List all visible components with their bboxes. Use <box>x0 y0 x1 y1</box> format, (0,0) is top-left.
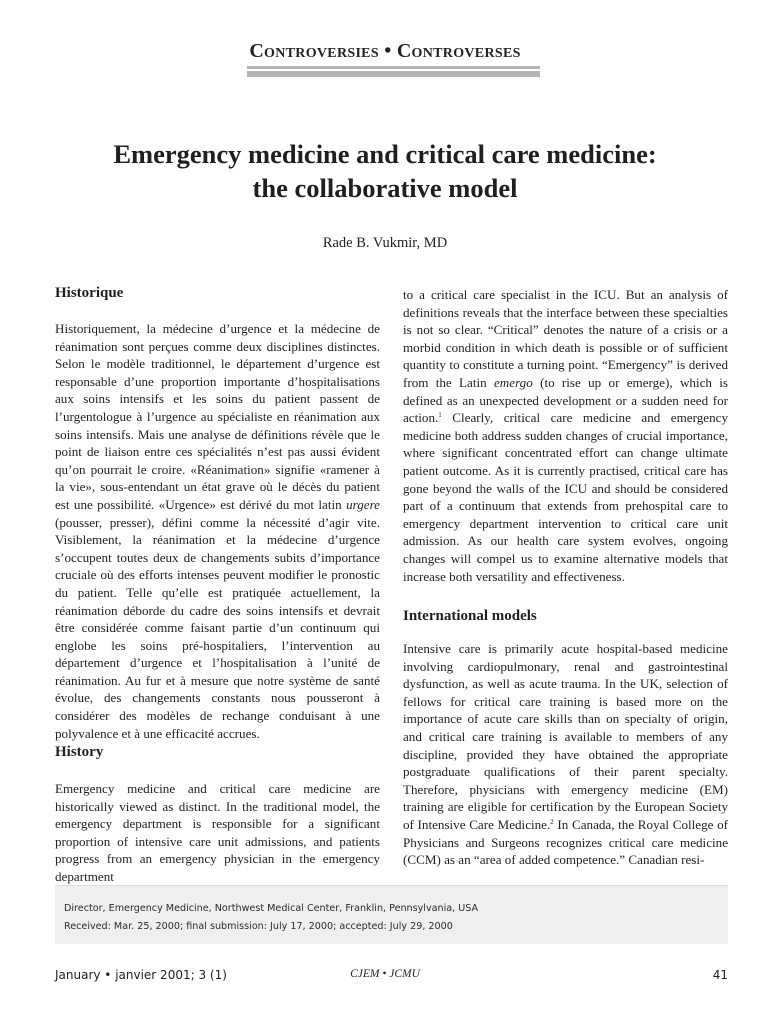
title-line-2: the collaborative model <box>252 173 518 203</box>
article-title <box>60 137 710 205</box>
latin-term-emergo: emergo <box>493 374 533 390</box>
historique-text-a: Historiquement, la médecine d’urgence et la médecine de réanimation sont perçues comme deux disciplines distinctes. Selon le modèle traditionnel, le département d’urgence est responsable d’une proportion importante d’hospitalisations aux soins intensifs et les soins du patient passent de l’urgentologue à l’urgence au spécialiste en réanimation aux soins intensifs. Mais une analyse de définitions révèle que le point de liaison entre ces spécialités n’est pas aussi évident qu’on pourrait le croire. «Réanimation» signifie «ramener à la vie», sous-entendant un état grave où le décès du patient est une possibilité. «Urgence» est dérivé du mot latin <box>55 321 380 512</box>
reference-1: 1 <box>438 411 442 420</box>
journal-name: CJEM • JCMU <box>350 968 420 980</box>
header-rule-thin <box>247 66 540 69</box>
international-text-b: In Canada, the Royal College of Physicians and Surgeons recognizes critical care medicine (CCM) as an “area of added competence.” Canadian resi- <box>403 816 728 868</box>
title-line-1: Emergency medicine and critical care medicine: <box>113 139 657 169</box>
author-byline: Rade B. Vukmir, MD <box>322 235 448 251</box>
history-text: Emergency medicine and critical care medicine are historically viewed as distinct. In the traditional model, the emergency department is responsible for a significant proportion of intensive care unit admissions, and patients progress from an emergency physician in the emergency department <box>55 781 380 884</box>
international-text-a: Intensive care is primarily acute hospital-based medicine involving cardiopulmonary, renal and gastrointestinal dysfunction, as well as acute trauma. In the UK, selection of fellows for critical care training is based more on the importance of acute care skills than on specialty of origin, and critical care training is available to members of any discipline, provided they have obtained the appropriate postgraduate qualifications of their parent specialty. Therefore, physicians with emergency medicine (EM) training are eligible for certification by the European Society of Intensive Care Medicine. <box>403 641 728 832</box>
submission-dates: Received: Mar. 25, 2000; final submission: July 17, 2000; accepted: July 29, 2000 <box>64 921 453 932</box>
latin-term-urgere: urgere <box>346 496 380 512</box>
header-rule-thick <box>247 71 540 77</box>
heading-international-models: International models <box>403 608 537 624</box>
author-affiliation: Director, Emergency Medicine, Northwest Medical Center, Franklin, Pennsylvania, USA <box>64 903 479 914</box>
page-number: 41 <box>712 968 728 982</box>
author-info-box <box>55 885 728 944</box>
heading-history: History <box>55 744 104 760</box>
historique-text-b: (pousser, presser), défini comme la nécessité d’agir vite. Visiblement, la réanimation et la médecine d’urgence s’occupent toutes deux de changements subits d’importance cruciale où des efforts intenses peuvent modifier le pronostic du patient. Telle qu’elle est pratiquée actuellement, la réanimation déborde du cadre des soins intensifs et devrait être considérée comme faisant partie d’un continuum qui englobe les soins pré-hospitaliers, l’intervention au département d’urgence et l’hospitalisation à l’unité de réanimation. Au fur et à mesure que notre système de santé évolue, des changements constants nous pousseront à considérer des modèles de rechange conduisant à une polyvalence et à une efficacité accrues. <box>55 514 380 741</box>
reference-2: 2 <box>550 817 554 826</box>
definitions-text-c: Clearly, critical care medicine and emergency medicine both address sudden changes of crucial importance, where significant concentrated effort can change ultimate patient outcome. As it is currently practised, critical care has gone beyond the walls of the ICU and should be considered part of a continuum that extends from prehospital care to emergency department intervention to critical care unit admission. As our health care system evolves, ongoing changes will compel us to examine alternative models that increase both versatility and effectiveness. <box>403 410 728 584</box>
paragraph-historique <box>55 320 380 742</box>
paragraph-definitions <box>403 286 728 585</box>
paragraph-history <box>55 780 380 886</box>
definitions-text-a: to a critical care specialist in the ICU. But an analysis of definitions reveals that the interface between these specialties is not so clear. “Critical” denotes the nature of a crisis or a morbid condition in which death is possible or of sufficient quantity to constitute a turning point. “Emergency” is derived from the Latin <box>403 287 728 390</box>
issue-info: January • janvier 2001; 3 (1) <box>55 968 227 982</box>
section-label: Controversies • Controverses <box>249 40 521 62</box>
paragraph-international-models <box>403 640 728 869</box>
heading-historique: Historique <box>55 285 124 301</box>
definitions-text-b: (to rise up or emerge), which is defined as an unexpected development or a sudden need for action. <box>403 374 728 426</box>
